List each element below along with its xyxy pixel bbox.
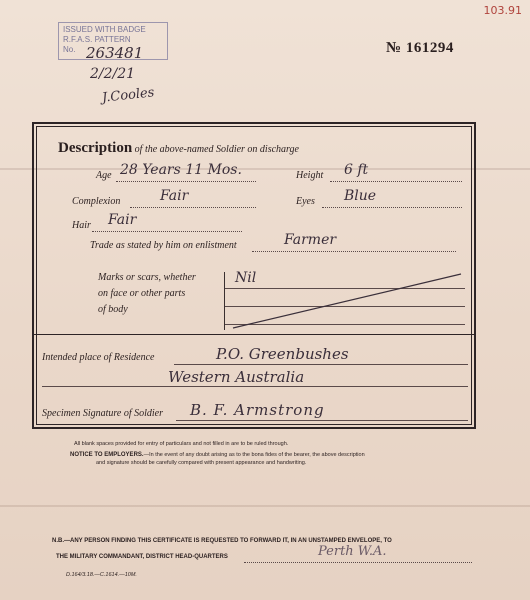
residence-line-1 [174, 364, 468, 365]
description-box [32, 122, 476, 429]
residence-value-1: P.O. Greenbushes [216, 345, 349, 363]
description-subtitle: of the above-named Soldier on discharge [134, 144, 299, 155]
badge-number: 263481 [86, 44, 144, 62]
hair-line [92, 231, 242, 232]
complexion-value: Fair [160, 188, 189, 204]
marks-label-2: on face or other parts [98, 288, 186, 299]
fold-line [0, 505, 530, 507]
residence-value-2: Western Australia [168, 368, 305, 386]
residence-line-2 [42, 386, 468, 387]
signature-label: Specimen Signature of Soldier [42, 408, 163, 419]
eyes-line [322, 207, 462, 208]
hair-label: Hair [72, 220, 91, 231]
stamp-line-1: ISSUED WITH BADGE [63, 25, 146, 34]
eyes-label: Eyes [296, 196, 315, 207]
marks-label-1: Marks or scars, whether [98, 272, 196, 283]
print-code: D.164/3.18.—C.1614.—10M. [66, 572, 137, 578]
residence-label: Intended place of Residence [42, 352, 155, 363]
footer-address-value: Perth W.A. [318, 544, 387, 559]
footer-instruction-line-2: THE MILITARY COMMANDANT, DISTRICT HEAD-QUARTERS [56, 554, 228, 560]
complexion-line [130, 207, 256, 208]
trade-line [252, 251, 456, 252]
marks-area [224, 272, 467, 330]
marks-value: Nil [235, 270, 257, 286]
certificate-number: № 161294 [386, 40, 454, 56]
notice-to-employers [70, 452, 365, 458]
notice-text-2: and signature should be carefully compared with present appearance and handwriting. [96, 460, 307, 466]
marks-strike-through [225, 272, 465, 330]
description-heading [58, 140, 299, 157]
notice-text-1: —In the event of any doubt arising as to the bona fides of the bearer, the above description [143, 452, 365, 458]
stamp-line-2: R.F.A.S. PATTERN [63, 35, 131, 44]
corner-reference-number: 103.91 [483, 4, 522, 17]
notice-title: NOTICE TO EMPLOYERS. [70, 452, 144, 458]
eyes-value: Blue [344, 188, 377, 204]
trade-label: Trade as stated by him on enlistment [90, 240, 237, 251]
complexion-label: Complexion [72, 196, 121, 207]
signature-line [176, 420, 468, 421]
age-value: 28 Years 11 Mos. [120, 162, 242, 178]
description-title: Description [58, 140, 133, 156]
age-line [116, 181, 256, 182]
height-value: 6 ft [344, 162, 369, 178]
footer-address-line [244, 562, 472, 563]
height-line [330, 181, 462, 182]
section-divider [34, 334, 474, 335]
trade-value: Farmer [284, 232, 337, 248]
marks-label-3: of body [98, 304, 128, 315]
stamp-date: 2/2/21 [90, 66, 136, 82]
soldier-signature: B. F. Armstrong [190, 401, 325, 419]
stamp-no-label: No. [63, 45, 76, 54]
stamp-signature: J.Cooles [101, 85, 156, 106]
hair-value: Fair [108, 212, 137, 228]
blank-spaces-note: All blank spaces provided for entry of particulars and not filled in are to be ruled through. [74, 441, 289, 447]
height-label: Height [296, 170, 324, 181]
age-label: Age [96, 170, 112, 181]
footer-instruction-line-1: N.B.—ANY PERSON FINDING THIS CERTIFICATE IS REQUESTED TO FORWARD IT, IN AN UNSTAMPED ENVELOPE, TO [52, 538, 392, 544]
